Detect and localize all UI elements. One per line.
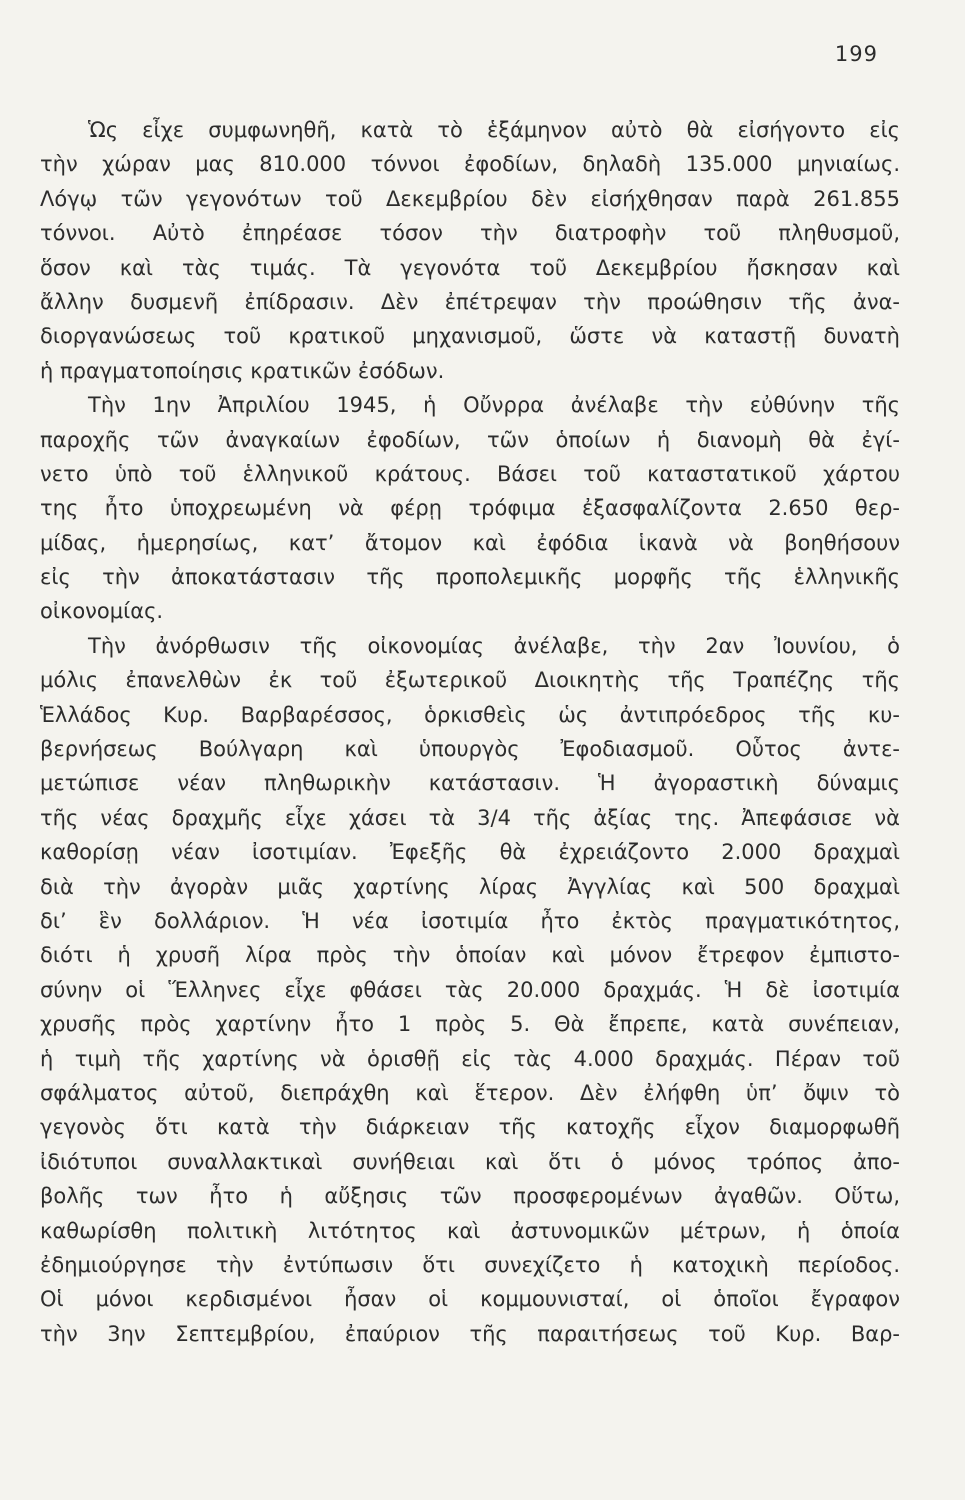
text-line: της ἦτο ὑποχρεωμένη νὰ φέρῃ τρόφιμα ἐξασφαλίζοντα 2.650 θερ- [40, 496, 900, 521]
text-line: τὴν χώραν μας 810.000 τόννοι ἐφοδίων, δηλαδὴ 135.000 μηνιαίως. [40, 152, 900, 177]
text-line: ἡ πραγματοποίησις κρατικῶν ἐσόδων. [40, 358, 445, 383]
text-line: παροχῆς τῶν ἀναγκαίων ἐφοδίων, τῶν ὁποίων ἡ διανομὴ θὰ ἐγί- [40, 427, 900, 452]
text-line: καθορίσῃ νέαν ἰσοτιμίαν. Ἐφεξῆς θὰ ἐχρειάζοντο 2.000 δραχμαὶ [40, 840, 900, 865]
text-line: γεγονὸς ὅτι κατὰ τὴν διάρκειαν τῆς κατοχῆς εἶχον διαμορφωθῆ [40, 1115, 900, 1140]
text-line: Τὴν ἀνόρθωσιν τῆς οἰκονομίας ἀνέλαβε, τὴν 2αν Ἰουνίου, ὁ [88, 633, 900, 658]
text-line: μίδας, ἡμερησίως, κατ’ ἄτομον καὶ ἐφόδια ἱκανὰ νὰ βοηθήσουν [40, 530, 900, 555]
text-line: βολῆς των ἦτο ἡ αὔξησις τῶν προσφερομένων ἀγαθῶν. Οὕτω, [40, 1184, 900, 1209]
text-line: Ἑλλάδος Κυρ. Βαρβαρέσσος, ὁρκισθεὶς ὡς ἀντιπρόεδρος τῆς κυ- [40, 702, 900, 727]
text-line: ἰδιότυποι συναλλακτικαὶ συνήθειαι καὶ ὅτι ὁ μόνος τρόπος ἀπο- [40, 1149, 900, 1174]
text-line: ἐδημιούργησε τὴν ἐντύπωσιν ὅτι συνεχίζετο ἡ κατοχικὴ περίοδος. [40, 1252, 900, 1277]
text-line: τῆς νέας δραχμῆς εἶχε χάσει τὰ 3/4 τῆς ἀξίας της. Ἀπεφάσισε νὰ [40, 805, 900, 830]
text-line: Οἱ μόνοι κερδισμένοι ἦσαν οἱ κομμουνισταί, οἱ ὁποῖοι ἔγραφον [40, 1287, 900, 1312]
text-line: εἰς τὴν ἀποκατάστασιν τῆς προπολεμικῆς μορφῆς τῆς ἑλληνικῆς [40, 565, 900, 590]
page-number: 199 [834, 42, 878, 66]
text-line: Τὴν 1ην Ἀπριλίου 1945, ἡ Οὔνρρα ἀνέλαβε τὴν εὐθύνην τῆς [88, 393, 900, 418]
text-line: διὰ τὴν ἀγορὰν μιᾶς χαρτίνης λίρας Ἀγγλίας καὶ 500 δραχμαὶ [40, 874, 900, 899]
text-line: ὅσον καὶ τὰς τιμάς. Τὰ γεγονότα τοῦ Δεκεμβρίου ἤσκησαν καὶ [40, 255, 900, 280]
text-line: βερνήσεως Βούλγαρη καὶ ὑπουργὸς Ἐφοδιασμοῦ. Οὗτος ἀντε- [40, 737, 900, 762]
text-line: ἡ τιμὴ τῆς χαρτίνης νὰ ὁρισθῇ εἰς τὰς 4.000 δραχμάς. Πέραν τοῦ [40, 1046, 900, 1071]
text-line: οἰκονομίας. [40, 599, 164, 624]
body-text [40, 113, 900, 1351]
text-line: σύνην οἱ Ἕλληνες εἶχε φθάσει τὰς 20.000 δραχμάς. Ἡ δὲ ἰσοτιμία [40, 977, 900, 1002]
text-line: μόλις ἐπανελθὼν ἐκ τοῦ ἐξωτερικοῦ Διοικητὴς τῆς Τραπέζης τῆς [40, 668, 900, 693]
text-line: Λόγῳ τῶν γεγονότων τοῦ Δεκεμβρίου δὲν εἰσήχθησαν παρὰ 261.855 [40, 186, 900, 211]
text-line: τὴν 3ην Σεπτεμβρίου, ἐπαύριον τῆς παραιτήσεως τοῦ Κυρ. Βαρ- [40, 1321, 900, 1346]
text-line: διότι ἡ χρυσῆ λίρα πρὸς τὴν ὁποίαν καὶ μόνον ἔτρεφον ἐμπιστο- [40, 943, 900, 968]
text-line: καθωρίσθη πολιτικὴ λιτότητος καὶ ἀστυνομικῶν μέτρων, ἡ ὁποία [40, 1218, 900, 1243]
text-line: διοργανώσεως τοῦ κρατικοῦ μηχανισμοῦ, ὥστε νὰ καταστῇ δυνατὴ [40, 324, 900, 349]
text-line: χρυσῆς πρὸς χαρτίνην ἦτο 1 πρὸς 5. Θὰ ἔπρεπε, κατὰ συνέπειαν, [40, 1012, 900, 1037]
text-line: δι’ ἓν δολλάριον. Ἡ νέα ἰσοτιμία ἦτο ἐκτὸς πραγματικότητος, [40, 908, 900, 933]
text-line: τόννοι. Αὐτὸ ἐπηρέασε τόσον τὴν διατροφὴν τοῦ πληθυσμοῦ, [40, 221, 900, 246]
text-line: Ὡς εἶχε συμφωνηθῆ, κατὰ τὸ ἑξάμηνον αὐτὸ θὰ εἰσήγοντο εἰς [88, 118, 900, 142]
text-line: νετο ὑπὸ τοῦ ἑλληνικοῦ κράτους. Βάσει τοῦ καταστατικοῦ χάρτου [40, 461, 900, 486]
text-line: μετώπισε νέαν πληθωρικὴν κατάστασιν. Ἡ ἀγοραστικὴ δύναμις [40, 771, 900, 796]
text-line: σφάλματος αὐτοῦ, διεπράχθη καὶ ἕτερον. Δὲν ἐλήφθη ὑπ’ ὄψιν τὸ [40, 1080, 900, 1105]
text-line: ἄλλην δυσμενῆ ἐπίδρασιν. Δὲν ἐπέτρεψαν τὴν προώθησιν τῆς ἀνα- [40, 289, 900, 314]
